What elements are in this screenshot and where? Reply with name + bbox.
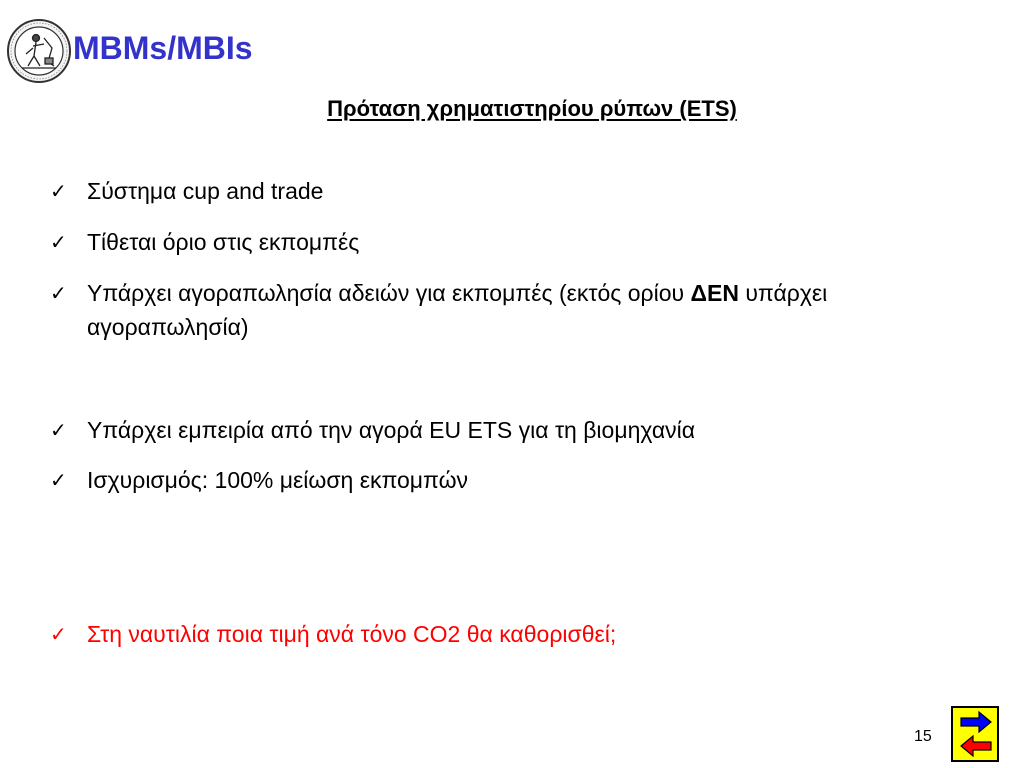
slide-subtitle: Πρόταση χρηματιστηρίου ρύπων (ETS) [327,96,737,121]
bullet-text: Στη ναυτιλία ποια τιμή ανά τόνο CO2 θα καθορισθεί; [87,621,617,647]
checkmark-icon: ✓ [50,230,67,254]
bullet-item-highlight [50,617,910,651]
slide-title: MBMs/MBIs [73,30,253,66]
checkmark-icon: ✓ [50,281,67,305]
arrow-left-icon[interactable] [959,735,993,757]
bullet-item [50,413,910,447]
university-seal-icon [6,18,72,84]
checkmark-icon: ✓ [50,622,67,646]
checkmark-icon: ✓ [50,418,67,442]
bullet-text: Σύστημα cup and trade [87,178,324,204]
checkmark-icon: ✓ [50,179,67,203]
bullet-text-part: Υπάρχει αγοραπωλησία αδειών για εκπομπές (εκτός ορίου [87,280,691,306]
bullet-text: Υπάρχει εμπειρία από την αγορά EU ETS για τη βιομηχανία [87,417,696,443]
bullet-item [50,276,910,344]
checkmark-icon: ✓ [50,468,67,492]
bullet-text-part: υπάρχει αγοραπωλησία) [87,280,828,340]
page-number: 15 [914,728,932,745]
bullet-text [87,276,910,344]
bullet-item [50,463,910,497]
bullet-text: Ισχυρισμός: 100% μείωση εκπομπών [87,467,469,493]
navigation-box [951,706,999,762]
arrow-right-icon[interactable] [959,711,993,733]
bullet-text: Τίθεται όριο στις εκπομπές [87,229,360,255]
bullet-item [50,174,910,208]
bullet-item [50,225,910,259]
bullet-text-bold: ΔΕΝ [690,280,739,306]
